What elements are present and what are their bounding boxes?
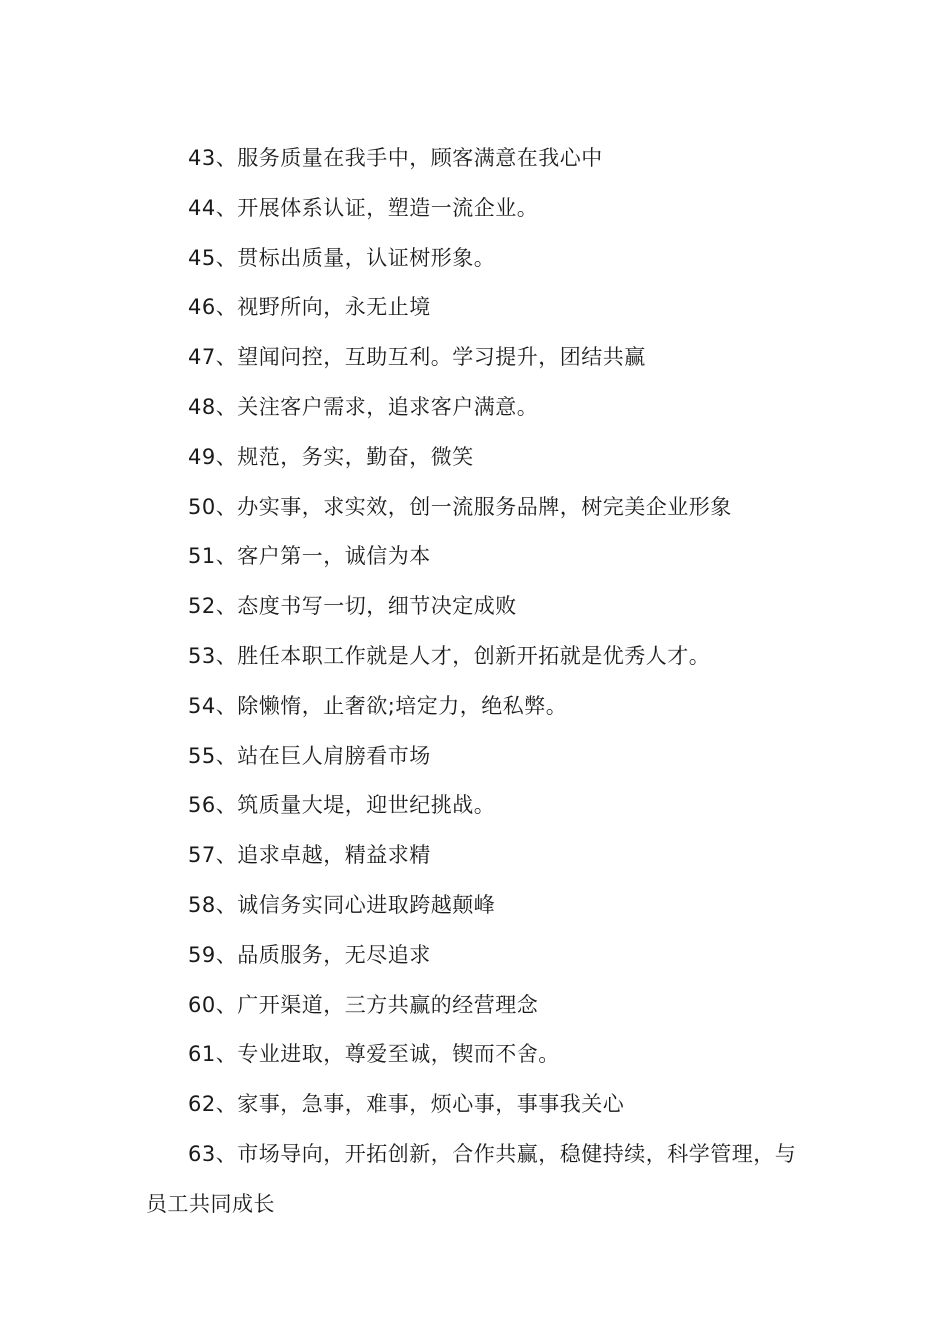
slogan-item: 49、规范，务实，勤奋，微笑	[188, 444, 474, 469]
slogan-item: 56、筑质量大堤，迎世纪挑战。	[188, 793, 496, 818]
slogan-item: 53、胜任本职工作就是人才，创新开拓就是优秀人才。	[188, 643, 711, 668]
slogan-item: 51、客户第一，诚信为本	[188, 544, 431, 569]
slogan-item: 52、态度书写一切，细节决定成败	[188, 594, 517, 619]
slogan-item: 57、追求卓越，精益求精	[188, 843, 431, 868]
slogan-item: 54、除懒惰，止奢欲;培定力，绝私弊。	[188, 693, 568, 718]
slogan-item: 44、开展体系认证，塑造一流企业。	[188, 195, 539, 220]
slogan-item: 48、关注客户需求，追求客户满意。	[188, 394, 539, 419]
slogan-item: 60、广开渠道，三方共赢的经营理念	[188, 992, 539, 1017]
slogan-item: 50、办实事，求实效，创一流服务品牌，树完美企业形象	[188, 494, 732, 519]
slogan-item: 47、望闻问控，互助互利。学习提升，团结共赢	[188, 345, 646, 370]
slogan-item: 55、站在巨人肩膀看市场	[188, 743, 431, 768]
slogan-item: 59、品质服务，无尽追求	[188, 942, 431, 967]
slogan-list	[146, 134, 806, 1230]
slogan-item: 62、家事，急事，难事，烦心事，事事我关心	[188, 1092, 625, 1117]
slogan-item: 45、贯标出质量，认证树形象。	[188, 245, 496, 270]
slogan-item: 43、服务质量在我手中，顾客满意在我心中	[188, 146, 603, 170]
slogan-item: 61、专业进取，尊爱至诚，锲而不舍。	[188, 1042, 560, 1067]
slogan-item: 63、市场导向，开拓创新，合作共赢，稳健持续，科学管理，与员工共同成长	[146, 1141, 797, 1216]
slogan-item: 46、视野所向，永无止境	[188, 295, 431, 320]
slogan-item: 58、诚信务实同心进取跨越颠峰	[188, 892, 496, 917]
